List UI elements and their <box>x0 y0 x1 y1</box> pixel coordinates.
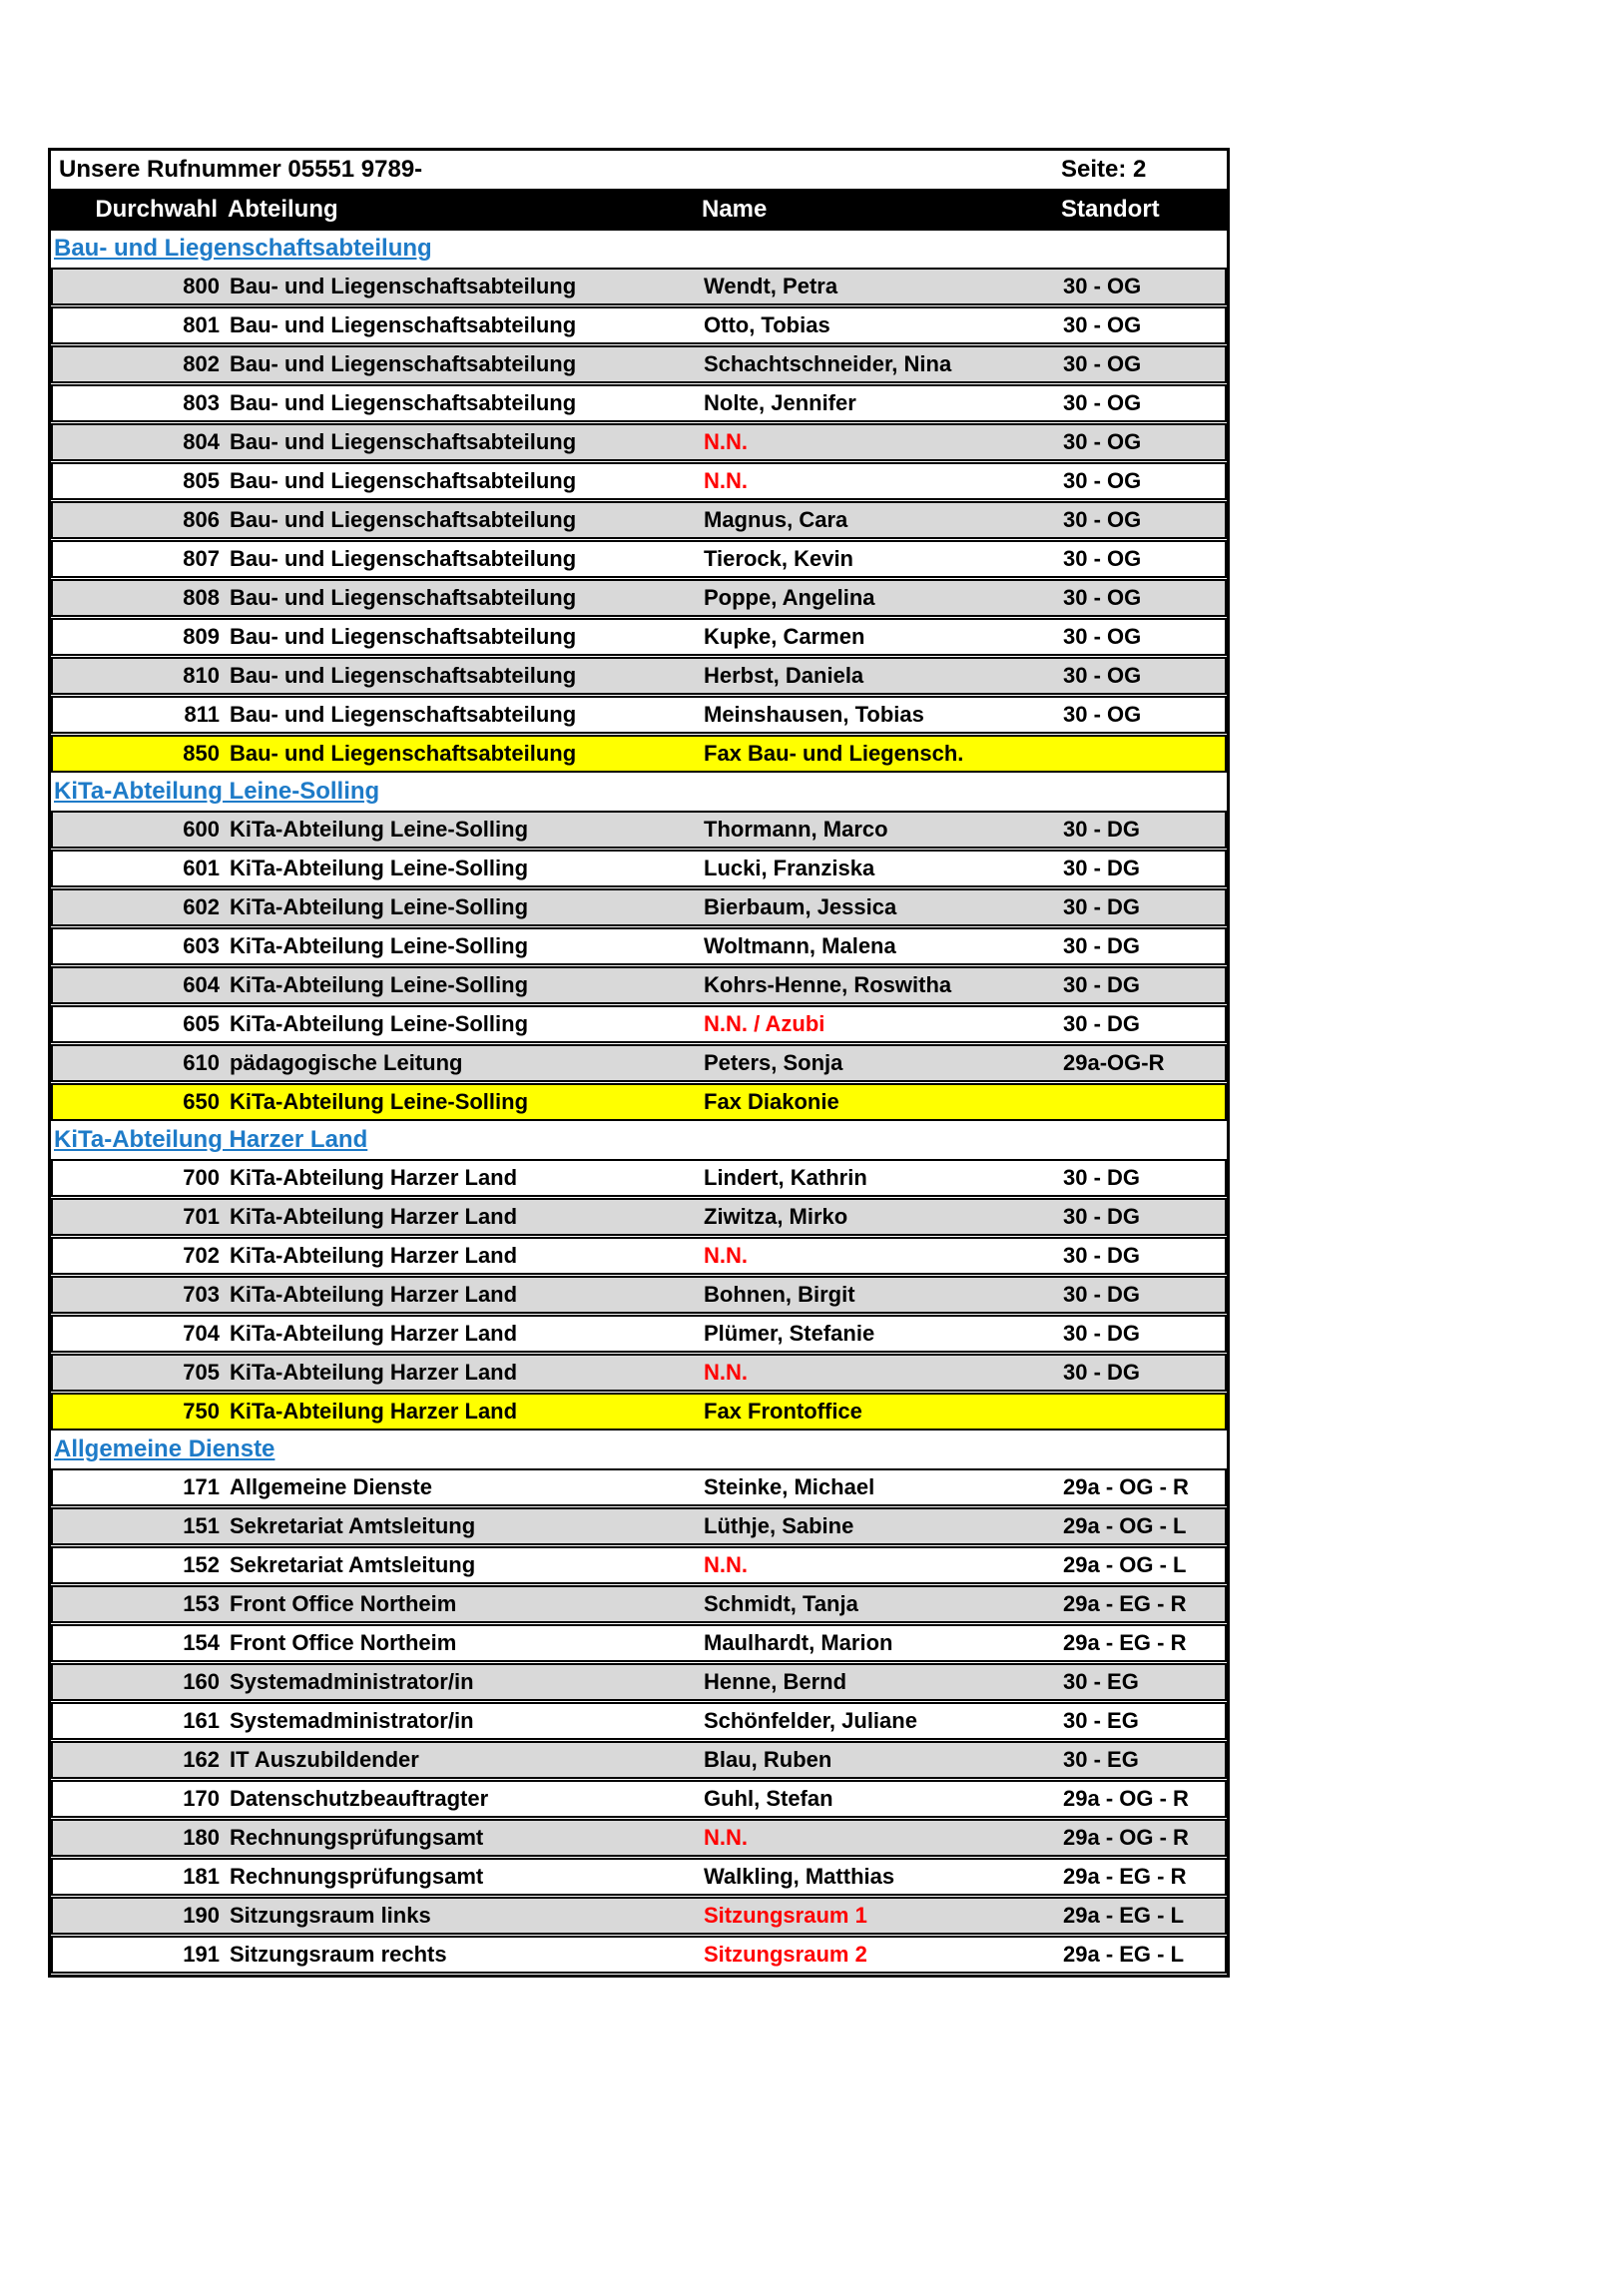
location-cell: 30 - OG <box>1063 274 1142 298</box>
location-cell: 29a - OG - L <box>1063 1513 1187 1538</box>
location-cell: 30 - DG <box>1063 1243 1141 1268</box>
location-cell: 30 - OG <box>1063 429 1142 454</box>
name-cell: Bohnen, Birgit <box>704 1282 855 1307</box>
location-cell: 29a-OG-R <box>1063 1050 1165 1075</box>
extension-cell: 180 <box>183 1825 220 1850</box>
department-cell: Bau- und Liegenschaftsabteilung <box>230 702 577 727</box>
section-heading <box>51 1122 1227 1158</box>
name-cell: Kohrs-Henne, Roswitha <box>704 972 952 997</box>
phone-number-title: Unsere Rufnummer 05551 9789- <box>59 156 423 183</box>
extension-cell: 601 <box>183 856 220 880</box>
extension-cell: 154 <box>183 1630 220 1655</box>
location-cell: 29a - EG - R <box>1063 1864 1187 1889</box>
location-cell: 30 - DG <box>1063 894 1141 919</box>
table-row <box>51 1663 1227 1701</box>
department-cell: Front Office Northeim <box>230 1630 457 1655</box>
name-cell: Nolte, Jennifer <box>704 390 856 415</box>
extension-cell: 750 <box>183 1399 220 1424</box>
table-row <box>51 1393 1227 1431</box>
section-heading-link[interactable]: KiTa-Abteilung Harzer Land <box>54 1126 368 1153</box>
location-cell: 30 - DG <box>1063 856 1141 880</box>
name-cell: Lindert, Kathrin <box>704 1165 867 1190</box>
name-cell: N.N. <box>704 429 748 454</box>
extension-cell: 162 <box>183 1747 220 1772</box>
location-cell: 30 - EG <box>1063 1669 1139 1694</box>
name-cell: Lüthje, Sabine <box>704 1513 854 1538</box>
department-cell: Rechnungsprüfungsamt <box>230 1864 484 1889</box>
department-cell: Bau- und Liegenschaftsabteilung <box>230 274 577 298</box>
department-cell: KiTa-Abteilung Leine-Solling <box>230 856 529 880</box>
name-cell: Kupke, Carmen <box>704 624 865 649</box>
table-row <box>51 888 1227 926</box>
department-cell: KiTa-Abteilung Harzer Land <box>230 1321 518 1346</box>
table-row <box>51 657 1227 695</box>
table-row <box>51 696 1227 734</box>
extension-cell: 600 <box>183 817 220 842</box>
location-cell: 29a - OG - R <box>1063 1825 1189 1850</box>
extension-cell: 602 <box>183 894 220 919</box>
table-row <box>51 1083 1227 1121</box>
department-cell: Bau- und Liegenschaftsabteilung <box>230 312 577 337</box>
department-cell: Sekretariat Amtsleitung <box>230 1552 476 1577</box>
name-cell: N.N. <box>704 1243 748 1268</box>
department-cell: KiTa-Abteilung Leine-Solling <box>230 1089 529 1114</box>
department-cell: KiTa-Abteilung Leine-Solling <box>230 933 529 958</box>
table-row <box>51 1819 1227 1857</box>
extension-cell: 809 <box>183 624 220 649</box>
location-cell: 29a - EG - R <box>1063 1630 1187 1655</box>
extension-cell: 700 <box>183 1165 220 1190</box>
extension-cell: 170 <box>183 1786 220 1811</box>
name-cell: Herbst, Daniela <box>704 663 864 688</box>
table-row <box>51 1858 1227 1896</box>
department-cell: Systemadministrator/in <box>230 1669 474 1694</box>
name-cell: Thormann, Marco <box>704 817 888 842</box>
name-cell: Poppe, Angelina <box>704 585 875 610</box>
location-cell: 30 - DG <box>1063 1282 1141 1307</box>
location-cell: 30 - OG <box>1063 624 1142 649</box>
name-cell: Blau, Ruben <box>704 1747 832 1772</box>
department-cell: Bau- und Liegenschaftsabteilung <box>230 390 577 415</box>
department-cell: KiTa-Abteilung Harzer Land <box>230 1243 518 1268</box>
name-cell: Sitzungsraum 1 <box>704 1903 867 1928</box>
department-cell: KiTa-Abteilung Leine-Solling <box>230 972 529 997</box>
name-cell: Maulhardt, Marion <box>704 1630 893 1655</box>
department-cell: Systemadministrator/in <box>230 1708 474 1733</box>
department-cell: IT Auszubildender <box>230 1747 419 1772</box>
location-cell: 30 - OG <box>1063 390 1142 415</box>
table-row <box>51 1546 1227 1584</box>
table-row <box>51 462 1227 500</box>
location-cell: 30 - DG <box>1063 972 1141 997</box>
section-heading <box>51 231 1227 267</box>
name-cell: Lucki, Franziska <box>704 856 875 880</box>
table-row <box>51 618 1227 656</box>
location-cell: 30 - OG <box>1063 702 1142 727</box>
department-cell: Rechnungsprüfungsamt <box>230 1825 484 1850</box>
extension-cell: 806 <box>183 507 220 532</box>
name-cell: Otto, Tobias <box>704 312 830 337</box>
table-row <box>51 1702 1227 1740</box>
name-cell: Sitzungsraum 2 <box>704 1942 867 1967</box>
department-cell: KiTa-Abteilung Leine-Solling <box>230 817 529 842</box>
department-cell: Bau- und Liegenschaftsabteilung <box>230 663 577 688</box>
name-cell: Schönfelder, Juliane <box>704 1708 917 1733</box>
extension-cell: 603 <box>183 933 220 958</box>
name-cell: Steinke, Michael <box>704 1474 875 1499</box>
table-row <box>51 268 1227 305</box>
phone-directory-table <box>48 148 1230 1978</box>
location-cell: 29a - EG - L <box>1063 1942 1185 1967</box>
extension-cell: 604 <box>183 972 220 997</box>
extension-cell: 190 <box>183 1903 220 1928</box>
name-cell: Fax Bau- und Liegensch. <box>704 741 964 766</box>
extension-cell: 805 <box>183 468 220 493</box>
table-row <box>51 966 1227 1004</box>
location-cell: 30 - OG <box>1063 507 1142 532</box>
extension-cell: 701 <box>183 1204 220 1229</box>
page-number-label: Seite: 2 <box>1061 156 1147 183</box>
location-cell: 30 - DG <box>1063 1011 1141 1036</box>
extension-cell: 808 <box>183 585 220 610</box>
table-row <box>51 1354 1227 1392</box>
department-cell: Front Office Northeim <box>230 1591 457 1616</box>
name-cell: Peters, Sonja <box>704 1050 843 1075</box>
table-row <box>51 1936 1227 1974</box>
location-cell: 30 - EG <box>1063 1747 1139 1772</box>
department-cell: Bau- und Liegenschaftsabteilung <box>230 546 577 571</box>
extension-cell: 802 <box>183 351 220 376</box>
department-cell: KiTa-Abteilung Harzer Land <box>230 1282 518 1307</box>
extension-cell: 801 <box>183 312 220 337</box>
table-row <box>51 1507 1227 1545</box>
column-header-standort: Standort <box>1061 196 1160 223</box>
department-cell: KiTa-Abteilung Harzer Land <box>230 1399 518 1424</box>
location-cell: 30 - EG <box>1063 1708 1139 1733</box>
table-row <box>51 1468 1227 1506</box>
department-cell: KiTa-Abteilung Harzer Land <box>230 1204 518 1229</box>
department-cell: Bau- und Liegenschaftsabteilung <box>230 585 577 610</box>
name-cell: Guhl, Stefan <box>704 1786 833 1811</box>
extension-cell: 850 <box>183 741 220 766</box>
extension-cell: 151 <box>183 1513 220 1538</box>
table-row <box>51 1741 1227 1779</box>
name-cell: Walkling, Matthias <box>704 1864 895 1889</box>
table-row <box>51 1237 1227 1275</box>
name-cell: N.N. / Azubi <box>704 1011 825 1036</box>
location-cell: 29a - EG - R <box>1063 1591 1187 1616</box>
department-cell: pädagogische Leitung <box>230 1050 463 1075</box>
table-row <box>51 927 1227 965</box>
location-cell: 30 - DG <box>1063 1204 1141 1229</box>
location-cell: 29a - EG - L <box>1063 1903 1185 1928</box>
section-heading-link[interactable]: Bau- und Liegenschaftsabteilung <box>54 235 432 262</box>
location-cell: 30 - DG <box>1063 817 1141 842</box>
table-row <box>51 345 1227 383</box>
table-row <box>51 1585 1227 1623</box>
name-cell: Fax Diakonie <box>704 1089 839 1114</box>
department-cell: KiTa-Abteilung Harzer Land <box>230 1360 518 1385</box>
section-heading <box>51 774 1227 810</box>
department-cell: Allgemeine Dienste <box>230 1474 432 1499</box>
extension-cell: 181 <box>183 1864 220 1889</box>
extension-cell: 610 <box>183 1050 220 1075</box>
column-header-durchwahl: Durchwahl <box>95 196 218 223</box>
table-row <box>51 850 1227 887</box>
extension-cell: 171 <box>183 1474 220 1499</box>
department-cell: Bau- und Liegenschaftsabteilung <box>230 741 577 766</box>
department-cell: KiTa-Abteilung Leine-Solling <box>230 894 529 919</box>
table-title-row <box>51 151 1227 189</box>
name-cell: Wendt, Petra <box>704 274 838 298</box>
extension-cell: 803 <box>183 390 220 415</box>
table-row <box>51 1276 1227 1314</box>
column-header-name: Name <box>702 196 768 223</box>
column-header-abteilung: Abteilung <box>228 196 338 223</box>
table-row <box>51 423 1227 461</box>
name-cell: Schachtschneider, Nina <box>704 351 952 376</box>
table-row <box>51 306 1227 344</box>
extension-cell: 161 <box>183 1708 220 1733</box>
extension-cell: 810 <box>183 663 220 688</box>
extension-cell: 804 <box>183 429 220 454</box>
name-cell: Ziwitza, Mirko <box>704 1204 848 1229</box>
department-cell: Bau- und Liegenschaftsabteilung <box>230 624 577 649</box>
department-cell: KiTa-Abteilung Leine-Solling <box>230 1011 529 1036</box>
name-cell: Magnus, Cara <box>704 507 848 532</box>
location-cell: 30 - DG <box>1063 1360 1141 1385</box>
extension-cell: 191 <box>183 1942 220 1967</box>
location-cell: 29a - OG - R <box>1063 1474 1189 1499</box>
name-cell: Fax Frontoffice <box>704 1399 862 1424</box>
department-cell: Sitzungsraum rechts <box>230 1942 447 1967</box>
location-cell: 29a - OG - L <box>1063 1552 1187 1577</box>
department-cell: Datenschutzbeauftragter <box>230 1786 489 1811</box>
table-row <box>51 1897 1227 1935</box>
location-cell: 30 - DG <box>1063 933 1141 958</box>
department-cell: Sekretariat Amtsleitung <box>230 1513 476 1538</box>
name-cell: Tierock, Kevin <box>704 546 853 571</box>
table-row <box>51 1198 1227 1236</box>
name-cell: N.N. <box>704 468 748 493</box>
name-cell: Bierbaum, Jessica <box>704 894 897 919</box>
location-cell: 30 - OG <box>1063 312 1142 337</box>
table-row <box>51 384 1227 422</box>
name-cell: Schmidt, Tanja <box>704 1591 858 1616</box>
location-cell: 30 - DG <box>1063 1321 1141 1346</box>
location-cell: 30 - OG <box>1063 585 1142 610</box>
name-cell: Plümer, Stefanie <box>704 1321 875 1346</box>
location-cell: 30 - OG <box>1063 663 1142 688</box>
extension-cell: 703 <box>183 1282 220 1307</box>
name-cell: Woltmann, Malena <box>704 933 896 958</box>
extension-cell: 705 <box>183 1360 220 1385</box>
extension-cell: 153 <box>183 1591 220 1616</box>
section-heading <box>51 1432 1227 1467</box>
name-cell: N.N. <box>704 1360 748 1385</box>
table-row <box>51 579 1227 617</box>
extension-cell: 160 <box>183 1669 220 1694</box>
name-cell: Meinshausen, Tobias <box>704 702 924 727</box>
table-row <box>51 735 1227 773</box>
extension-cell: 807 <box>183 546 220 571</box>
department-cell: Bau- und Liegenschaftsabteilung <box>230 507 577 532</box>
extension-cell: 605 <box>183 1011 220 1036</box>
table-row <box>51 540 1227 578</box>
table-row <box>51 811 1227 849</box>
table-row <box>51 1159 1227 1197</box>
section-heading-link[interactable]: Allgemeine Dienste <box>54 1435 275 1462</box>
table-body <box>51 231 1227 1974</box>
extension-cell: 811 <box>184 702 220 727</box>
section-heading-link[interactable]: KiTa-Abteilung Leine-Solling <box>54 778 380 805</box>
department-cell: Sitzungsraum links <box>230 1903 431 1928</box>
name-cell: N.N. <box>704 1552 748 1577</box>
name-cell: Henne, Bernd <box>704 1669 847 1694</box>
location-cell: 30 - OG <box>1063 468 1142 493</box>
department-cell: Bau- und Liegenschaftsabteilung <box>230 468 577 493</box>
extension-cell: 650 <box>183 1089 220 1114</box>
location-cell: 30 - OG <box>1063 546 1142 571</box>
extension-cell: 702 <box>183 1243 220 1268</box>
table-row <box>51 1780 1227 1818</box>
table-row <box>51 1005 1227 1043</box>
table-row <box>51 501 1227 539</box>
extension-cell: 800 <box>183 274 220 298</box>
extension-cell: 152 <box>183 1552 220 1577</box>
column-header-row <box>51 189 1227 231</box>
location-cell: 30 - DG <box>1063 1165 1141 1190</box>
extension-cell: 704 <box>183 1321 220 1346</box>
department-cell: Bau- und Liegenschaftsabteilung <box>230 351 577 376</box>
table-row <box>51 1044 1227 1082</box>
location-cell: 29a - OG - R <box>1063 1786 1189 1811</box>
location-cell: 30 - OG <box>1063 351 1142 376</box>
table-row <box>51 1315 1227 1353</box>
table-row <box>51 1624 1227 1662</box>
department-cell: KiTa-Abteilung Harzer Land <box>230 1165 518 1190</box>
name-cell: N.N. <box>704 1825 748 1850</box>
department-cell: Bau- und Liegenschaftsabteilung <box>230 429 577 454</box>
